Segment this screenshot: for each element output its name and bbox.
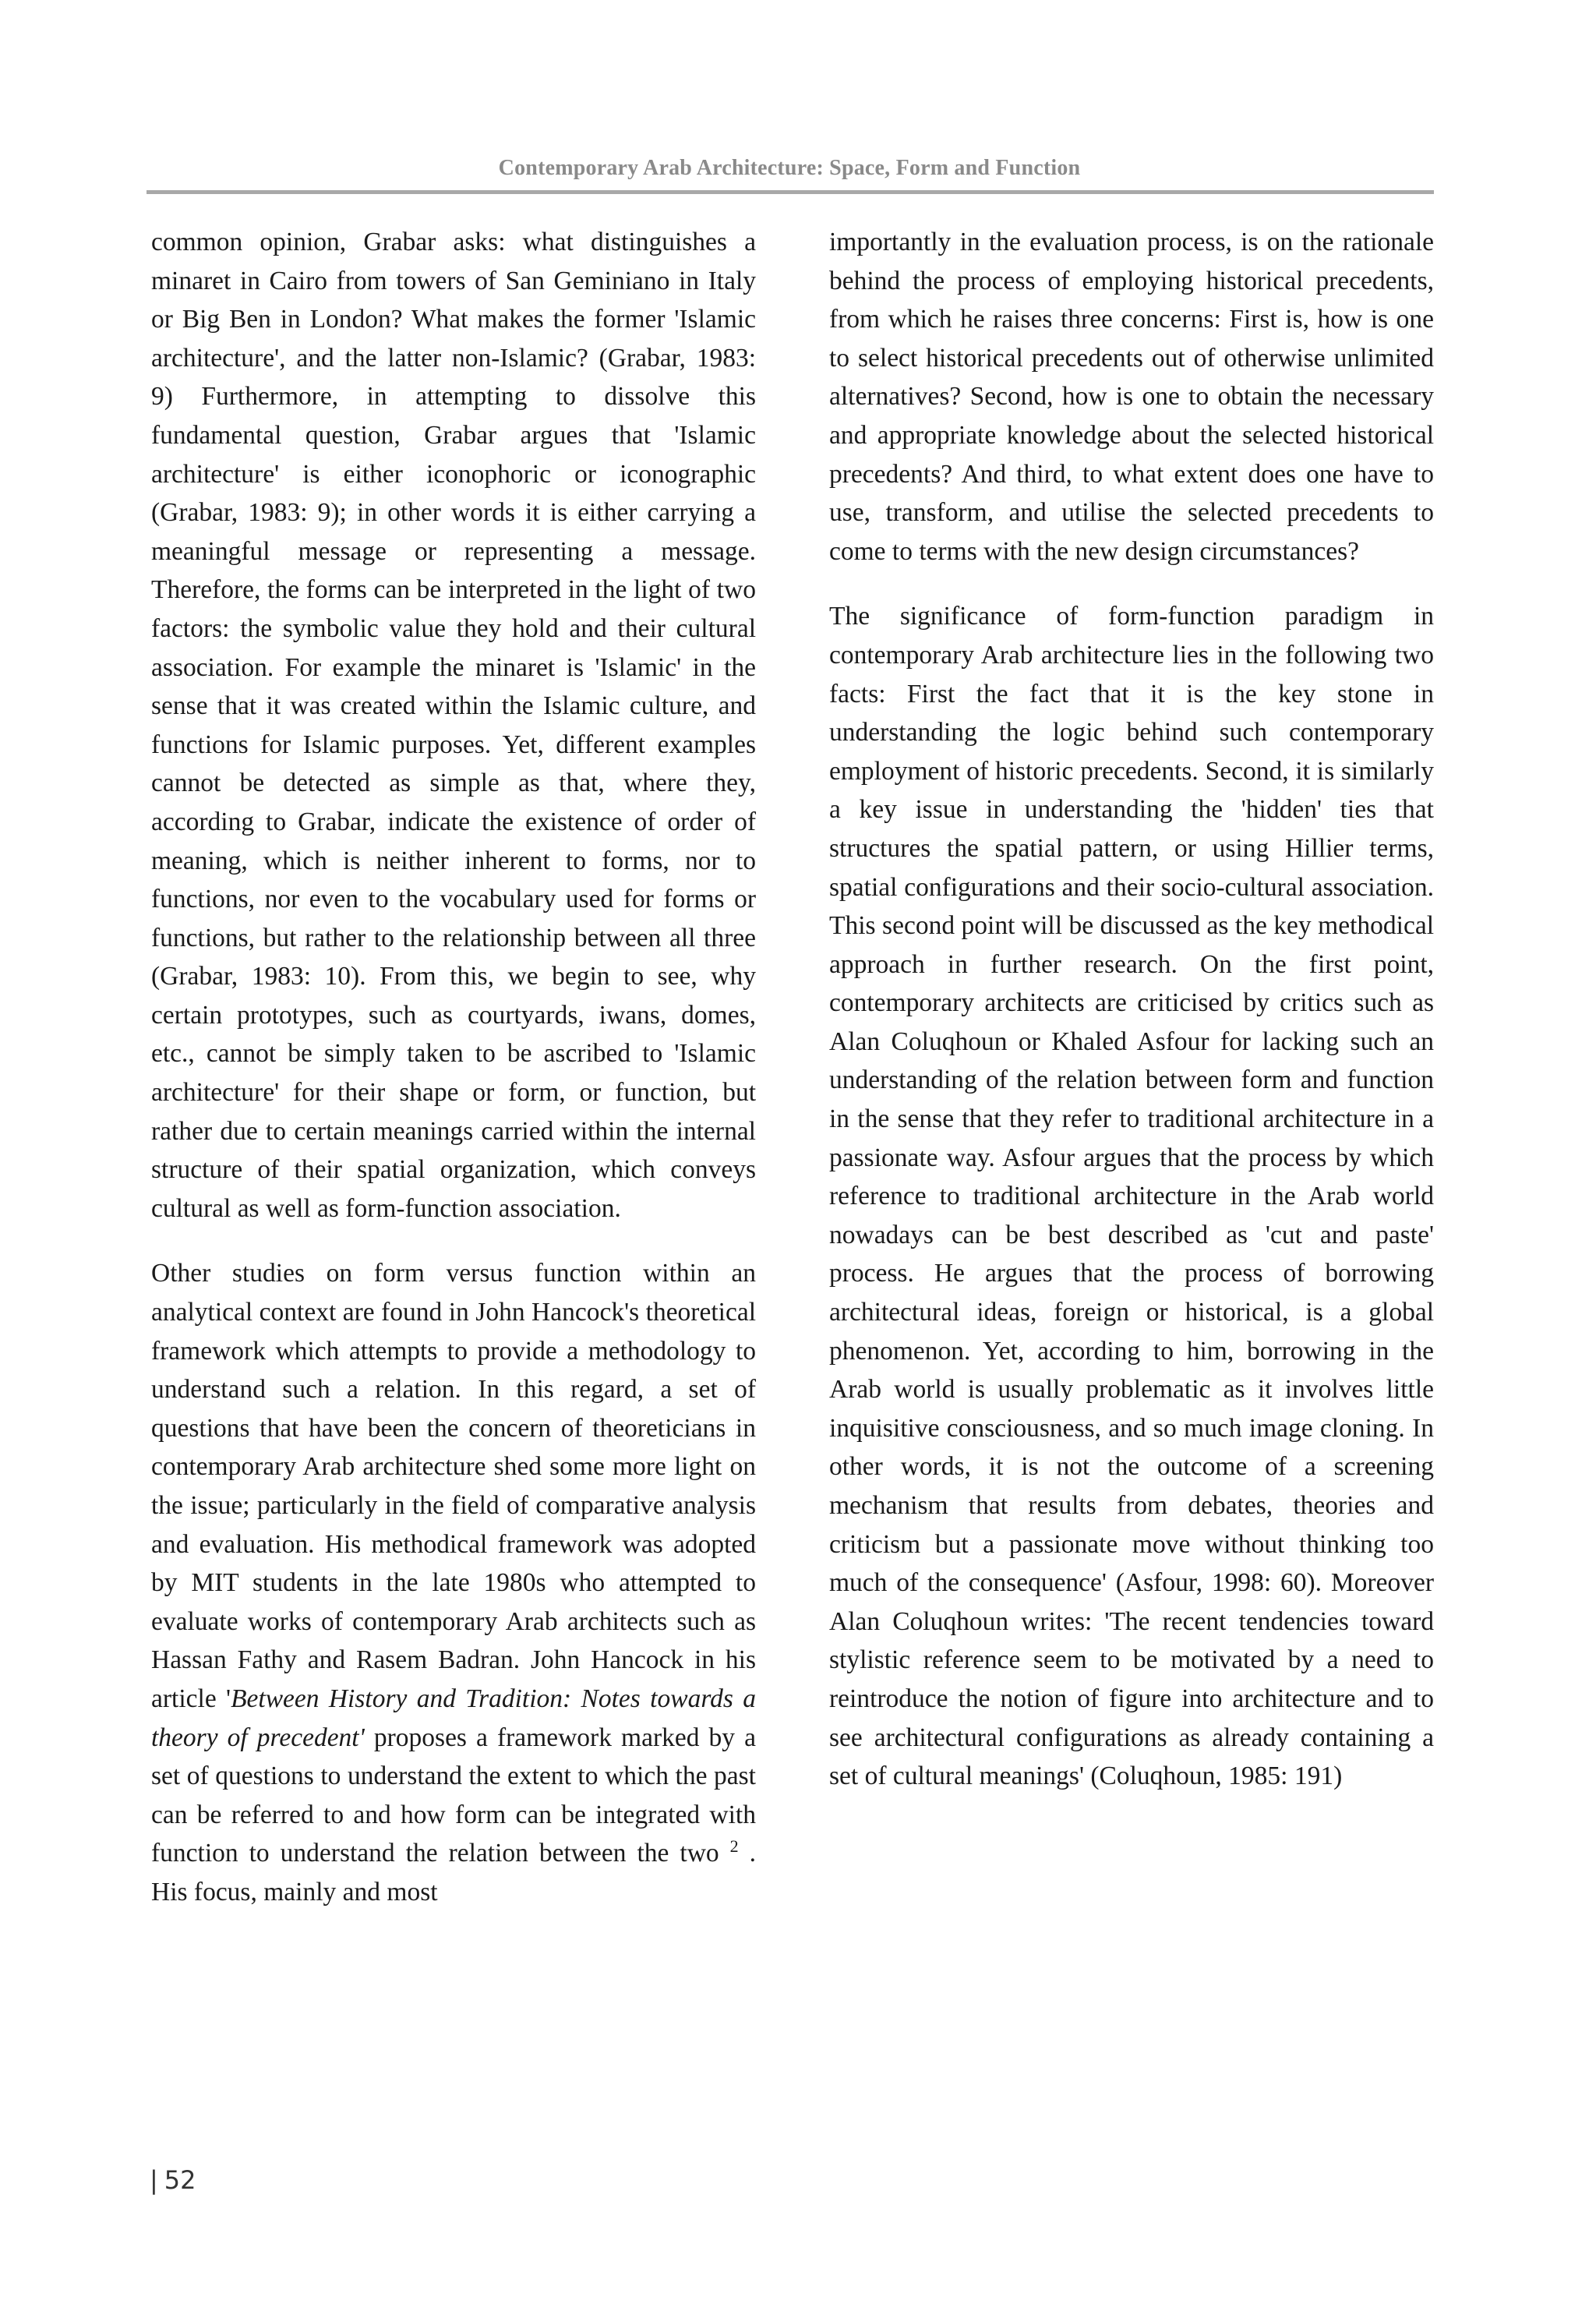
left-column: [151, 223, 756, 1912]
footer-separator: |: [150, 2165, 158, 2195]
left-paragraph-2-text-a: Other studies on form versus function within an analytical context are found in John Hancock's theoretical framework which attempts to provide a methodology to understand such a relation. In this regard, a set of questions that have been the concern of theoreticians in contemporary Arab architecture shed some more light on the issue; particularly in the field of comparative analysis and evaluation. His methodical framework was adopted by MIT students in the late 1980s who attempted to evaluate works of contemporary Arab architects such as Hassan Fathy and Rasem Badran. John Hancock in his article ': [151, 1259, 756, 1713]
left-paragraph-2-text-c: . His focus, mainly and most: [151, 1839, 757, 1906]
right-paragraph-1: importantly in the evaluation process, is on the rationale behind the process of employing historical precedents, from which he raises three concerns: First is, how is one to select historical precedents out of otherwise unlimited alternatives? Second, how is one to obtain the necessary and appropriate knowledge about the selected historical precedents? And third, to what extent does one have to use, transform, and utilise the selected precedents to come to terms with the new design circumstances?: [829, 228, 1434, 566]
header-rule: [147, 190, 1434, 194]
page-number: 52: [164, 2165, 196, 2195]
left-paragraph-2: [151, 1254, 756, 1911]
article-title-italic: Between History and Tradition: Notes towards a theory of precedent': [151, 1684, 756, 1752]
left-paragraph-1: common opinion, Grabar asks: what distinguishes a minaret in Cairo from towers of San Geminiano in Italy or Big Ben in London? What makes the former 'Islamic architecture', and the latter non-Islamic? (Grabar, 1983: 9) Furthermore, in attempting to dissolve this fundamental question, Grabar argues that 'Islamic architecture' is either iconophoric or iconographic (Grabar, 1983: 9); in other words it is either carrying a meaningful message or representing a message. Therefore, the forms can be interpreted in the light of two factors: the symbolic value they hold and their cultural association. For example the minaret is 'Islamic' in the sense that it was created within the Islamic culture, and functions for Islamic purposes. Yet, different examples cannot be detected as simple as that, where they, according to Grabar, indicate the existence of order of meaning, which is neither inherent to forms, nor to functions, nor even to the vocabulary used for forms or functions, but rather to the relationship between all three (Grabar, 1983: 10). From this, we begin to see, why certain prototypes, such as courtyards, iwans, domes, etc., cannot be simply taken to be ascribed to 'Islamic architecture' for their shape or form, or function, but rather due to certain meanings carried within the internal structure of their spatial organization, which conveys cultural as well as form-function association.: [151, 228, 756, 1223]
page-footer: [150, 2165, 196, 2195]
right-paragraph-2: The significance of form-function paradigm in contemporary Arab architecture lies in the following two facts: First the fact that it is the key stone in understanding the logic behind such contemporary employment of historic precedents. Second, it is similarly a key issue in understanding the 'hidden' ties that structures the spatial pattern, or using Hillier terms, spatial configurations and their socio-cultural association. This second point will be discussed as the key methodical approach in further research. On the first point, contemporary architects are criticised by critics such as Alan Coluqhoun or Khaled Asfour for lacking such an understanding of the relation between form and function in the sense that they refer to traditional architecture in a passionate way. Asfour argues that the process by which reference to traditional architecture in the Arab world nowadays can be best described as 'cut and paste' process. He argues that the process of borrowing architectural ideas, foreign or historical, is a global phenomenon. Yet, according to him, borrowing in the Arab world is usually problematic as it involves little inquisitive consciousness, and so much image cloning. In other words, it is not the outcome of a screening mechanism that results from debates, theories and criticism but a passionate move without thinking too much of the consequence' (Asfour, 1998: 60). Moreover Alan Coluqhoun writes: 'The recent tendencies toward stylistic reference seem to be motivated by a need to reintroduce the notion of figure into architecture and to see architectural configurations as already containing a set of cultural meanings' (Coluqhoun, 1985: 191): [829, 602, 1434, 1791]
right-column: [829, 223, 1434, 1796]
running-header-title: Contemporary Arab Architecture: Space, Form and Function: [498, 156, 1081, 180]
left-paragraph-2-text-b: proposes a framework marked by a set of questions to understand the extent to which the past can be referred to and how form can be integrated with function to understand the relation between the two: [151, 1723, 756, 1868]
footnote-reference[interactable]: 2: [729, 1836, 739, 1857]
